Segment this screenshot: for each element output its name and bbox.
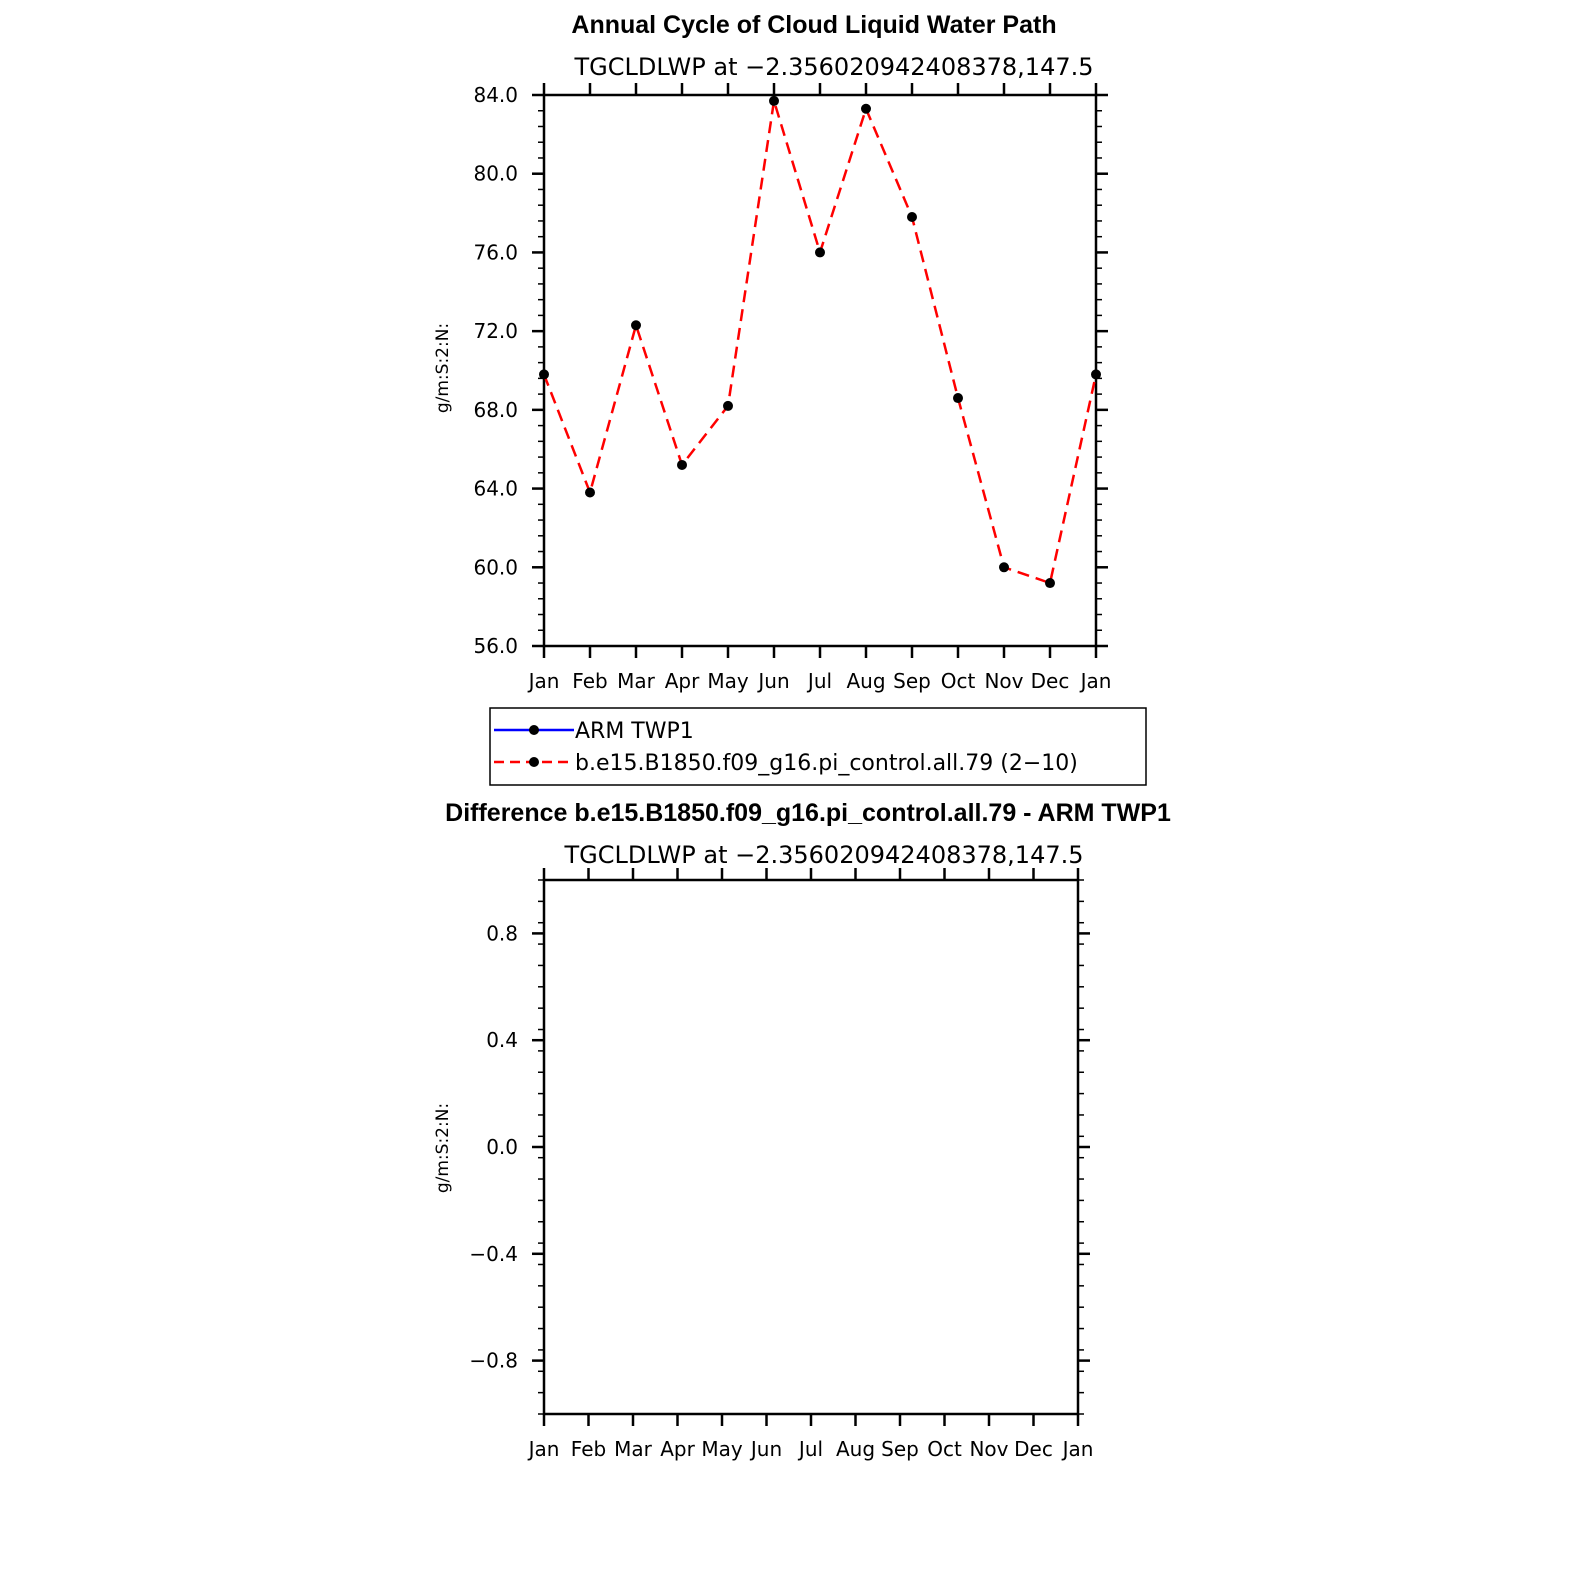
data-point [815, 247, 825, 257]
chart-title: Difference b.e15.B1850.f09_g16.pi_control.all.79 - ARM TWP1 [445, 799, 1171, 827]
y-tick-label: −0.8 [469, 1348, 518, 1373]
x-tick-label: Apr [660, 1437, 695, 1461]
x-tick-label: Jun [750, 1437, 783, 1461]
plot-frame [544, 880, 1078, 1414]
x-tick-label: Aug [835, 1437, 876, 1461]
data-point [539, 369, 549, 379]
data-point [907, 212, 917, 222]
x-tick-label: Sep [881, 1437, 919, 1461]
data-point [769, 96, 779, 106]
x-tick-label: May [701, 1437, 743, 1461]
x-tick-label: May [707, 669, 749, 693]
x-tick-label: Jul [807, 669, 833, 693]
y-axis-label: g/m:S:2:N: [433, 322, 453, 414]
x-tick-label: Jan [528, 1437, 560, 1461]
x-tick-label: Jan [1062, 1437, 1094, 1461]
y-tick-label: 68.0 [473, 397, 518, 422]
y-tick-label: 80.0 [473, 161, 518, 186]
series-group [539, 96, 1101, 588]
axes [469, 868, 1093, 1461]
plot-frame [544, 95, 1096, 646]
data-point [1045, 578, 1055, 588]
y-tick-label: 84.0 [473, 83, 518, 107]
axes [473, 83, 1111, 693]
y-axis-label: g/m:S:2:N: [433, 1102, 453, 1194]
difference-chart [433, 799, 1171, 1461]
x-tick-label: Mar [617, 669, 655, 693]
legend-label-model: b.e15.B1850.f09_g16.pi_control.all.79 (2−10) [575, 751, 1078, 776]
data-point [999, 562, 1009, 572]
chart-subtitle: TGCLDLWP at −2.356020942408378,147.5 [574, 53, 1094, 81]
x-tick-label: Aug [846, 669, 886, 693]
y-tick-label: 0.8 [486, 921, 518, 946]
data-point [723, 401, 733, 411]
x-tick-label: Oct [940, 669, 976, 693]
x-tick-label: Jun [758, 669, 790, 693]
x-tick-label: Jul [798, 1437, 824, 1461]
x-tick-label: Nov [969, 1437, 1009, 1461]
data-point [1091, 369, 1101, 379]
y-tick-label: 0.4 [486, 1028, 518, 1053]
y-tick-label: 64.0 [473, 476, 518, 501]
x-tick-label: Dec [1014, 1437, 1053, 1461]
data-point [677, 460, 687, 470]
data-point [953, 393, 963, 403]
x-tick-label: Apr [664, 669, 700, 693]
x-tick-label: Nov [984, 669, 1024, 693]
legend [490, 708, 1146, 785]
y-tick-label: −0.4 [469, 1241, 518, 1266]
y-tick-label: 60.0 [473, 555, 518, 580]
chart-title: Annual Cycle of Cloud Liquid Water Path [571, 11, 1057, 39]
data-point [585, 488, 595, 498]
y-tick-label: 0.0 [486, 1135, 518, 1159]
y-tick-label: 72.0 [473, 319, 518, 344]
legend-label-arm: ARM TWP1 [575, 719, 694, 744]
y-tick-label: 56.0 [473, 634, 518, 658]
chart-subtitle: TGCLDLWP at −2.356020942408378,147.5 [564, 841, 1084, 869]
annual-cycle-chart [433, 11, 1111, 693]
x-tick-label: Jan [528, 669, 560, 693]
x-tick-label: Feb [572, 669, 608, 693]
y-tick-label: 76.0 [473, 240, 518, 265]
legend-marker-model [529, 757, 539, 767]
x-tick-label: Sep [893, 669, 931, 693]
x-tick-label: Feb [570, 1437, 607, 1461]
x-tick-label: Oct [927, 1437, 962, 1461]
series-line [544, 101, 1096, 583]
legend-marker-arm [529, 725, 539, 735]
x-tick-label: Dec [1030, 669, 1070, 693]
x-tick-label: Mar [614, 1437, 652, 1461]
x-tick-label: Jan [1080, 669, 1112, 693]
data-point [861, 104, 871, 114]
data-point [631, 320, 641, 330]
